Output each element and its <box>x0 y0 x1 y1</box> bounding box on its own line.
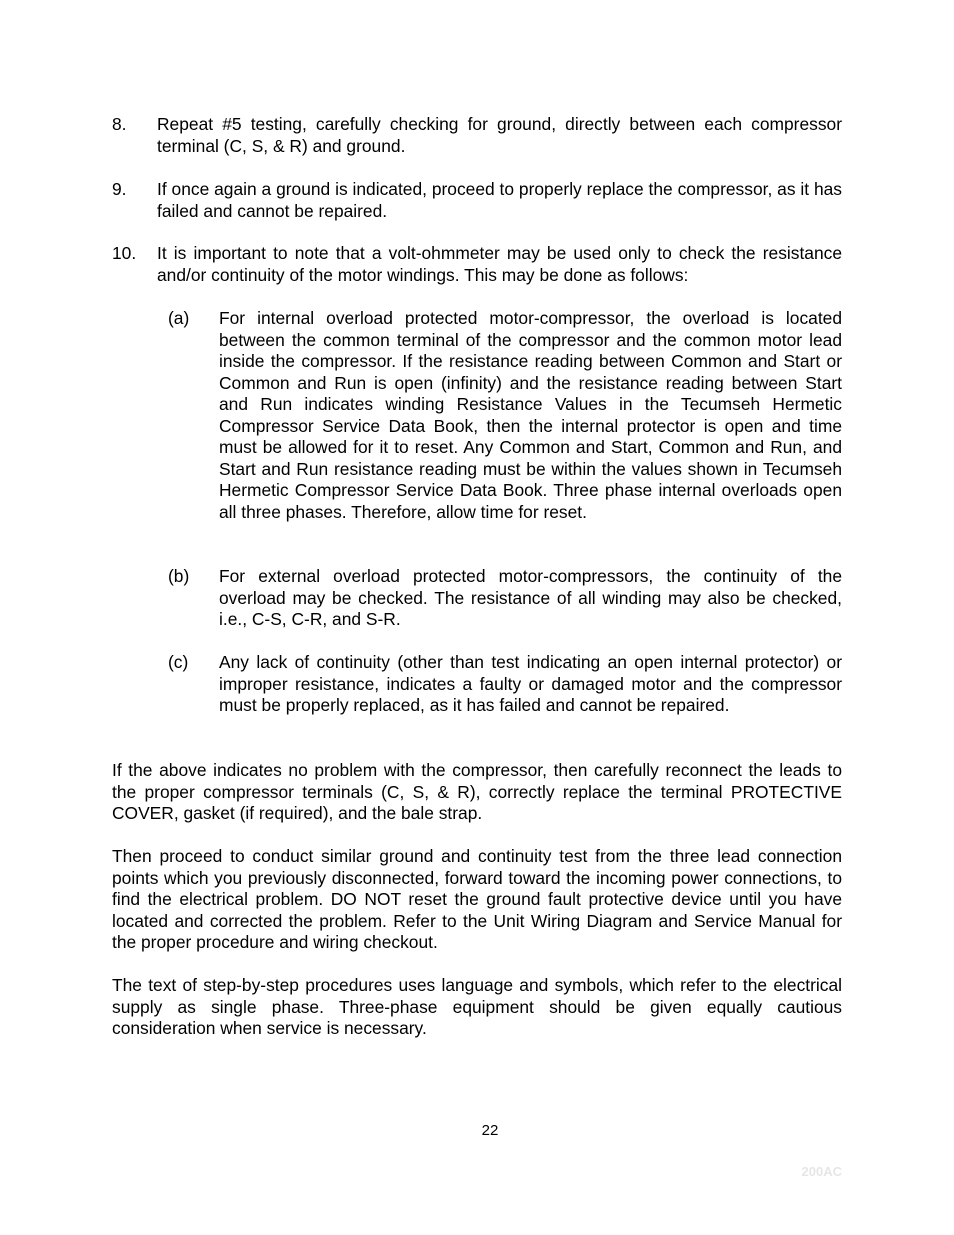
item-number: 9. <box>112 179 127 199</box>
sub-item-label: (b) <box>168 566 190 586</box>
page-number: 22 <box>481 1122 499 1139</box>
item-text: Repeat #5 testing, carefully checking for ground, directly between each compressor terminal (C, S, & R) and ground. <box>157 114 842 156</box>
list-item-8 <box>112 114 842 157</box>
item-text: It is important to note that a volt-ohmmeter may be used only to check the resistance and/or continuity of the motor windings. This may be done as follows: <box>157 243 842 285</box>
sub-item-a <box>168 308 842 523</box>
item-number: 8. <box>112 114 127 134</box>
sub-item-text: Any lack of continuity (other than test indicating an open internal protector) or improper resistance, indicates a faulty or damaged motor and the compressor must be properly replaced, as it has failed and cannot be repaired. <box>219 652 842 715</box>
item-number: 10. <box>112 243 137 263</box>
sub-item-label: (a) <box>168 308 190 328</box>
paragraph-three-phase-note: The text of step-by-step procedures uses language and symbols, which refer to the electrical supply as single phase. Three-phase equipment should be given equally cautious consideration when service is necessary. <box>112 975 842 1038</box>
document-code: 200AC <box>801 1164 842 1179</box>
paragraph-reconnect: If the above indicates no problem with the compressor, then carefully reconnect the leads to the proper compressor terminals (C, S, & R), correctly replace the terminal PROTECTIVE COVER, gasket (if required), and the bale strap. <box>112 760 842 823</box>
sub-item-text: For external overload protected motor-compressors, the continuity of the overload may be checked. The resistance of all winding may also be checked, i.e., C-S, C-R, and S-R. <box>219 566 842 629</box>
list-item-9 <box>112 179 842 222</box>
sub-item-text: For internal overload protected motor-compressor, the overload is located between the common terminal of the compressor and the common motor lead inside the compressor. If the resistance reading between Common and Start or Common and Run is open (infinity) and the resistance reading between Start and Run indicates winding Resistance Values in the Tecumseh Hermetic Compressor Service Data Book, then the internal protector is open and time must be allowed for it to reset. Any Common and Start, Common and Run, and Start and Run resistance reading must be within the values shown in Tecumseh Hermetic Compressor Service Data Book. Three phase internal overloads open all three phases. Therefore, allow time for reset. <box>219 308 842 522</box>
sub-item-b <box>168 566 842 631</box>
item-text: If once again a ground is indicated, proceed to properly replace the compressor, as it has failed and cannot be repaired. <box>157 179 842 221</box>
sub-item-c <box>168 652 842 717</box>
sub-item-label: (c) <box>168 652 189 672</box>
paragraph-continuity-test: Then proceed to conduct similar ground and continuity test from the three lead connection points which you previously disconnected, forward toward the incoming power connections, to find the electrical problem. DO NOT reset the ground fault protective device until you have located and corrected the problem. Refer to the Unit Wiring Diagram and Service Manual for the proper procedure and wiring checkout. <box>112 846 842 952</box>
list-item-10 <box>112 243 842 286</box>
